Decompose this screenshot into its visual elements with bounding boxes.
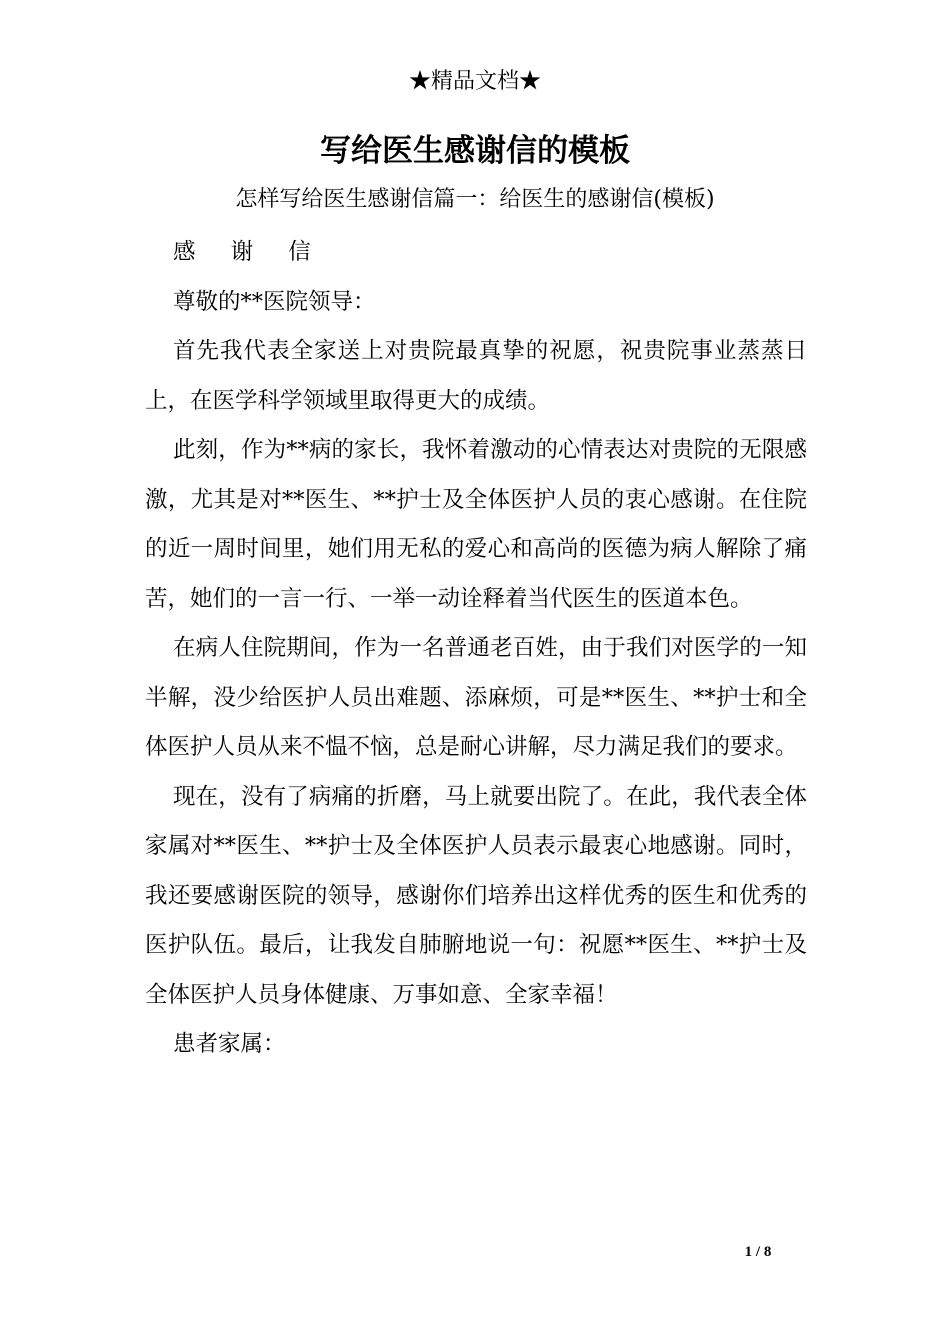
page-title: 写给医生感谢信的模板 (320, 133, 630, 169)
header-mark: ★精品文档★ (408, 69, 541, 94)
letter-title: 感 谢 信 (173, 239, 325, 265)
paragraph: 在病人住院期间，作为一名普通老百姓，由于我们对医学的一知半解，没少给医护人员出难题、添麻烦，可是**医生、**护士和全体医护人员从来不愠不恼，总是耐心讲解，尽力满足我们的要求。 (145, 635, 807, 760)
page-number: 1 / 8 (744, 1244, 772, 1260)
salutation: 尊敬的**医院领导： (173, 288, 376, 315)
paragraph: 首先我代表全家送上对贵院最真挚的祝愿，祝贵院事业蒸蒸日上，在医学科学领域里取得更大的成绩。 (145, 338, 807, 414)
document-subtitle: 怎样写给医生感谢信篇一：给医生的感谢信(模板) (235, 187, 715, 212)
paragraph: 此刻，作为**病的家长，我怀着激动的心情表达对贵院的无限感激，尤其是对**医生、**护士及全体医护人员的衷心感谢。在住院的近一周时间里，她们用无私的爱心和高尚的医德为病人解除了痛苦，她们的一言一行、一举一动诠释着当代医生的医道本色。 (145, 437, 807, 612)
paragraph: 现在，没有了病痛的折磨，马上就要出院了。在此，我代表全体家属对**医生、**护士及全体医护人员表示最衷心地感谢。同时，我还要感谢医院的领导，感谢你们培养出这样优秀的医生和优秀的医护队伍。最后，让我发自肺腑地说一句：祝愿**医生、**护士及全体医护人员身体健康、万事如意、全家幸福！ (145, 783, 807, 1008)
letter-body (145, 228, 807, 1070)
signature: 患者家属： (173, 1031, 286, 1057)
